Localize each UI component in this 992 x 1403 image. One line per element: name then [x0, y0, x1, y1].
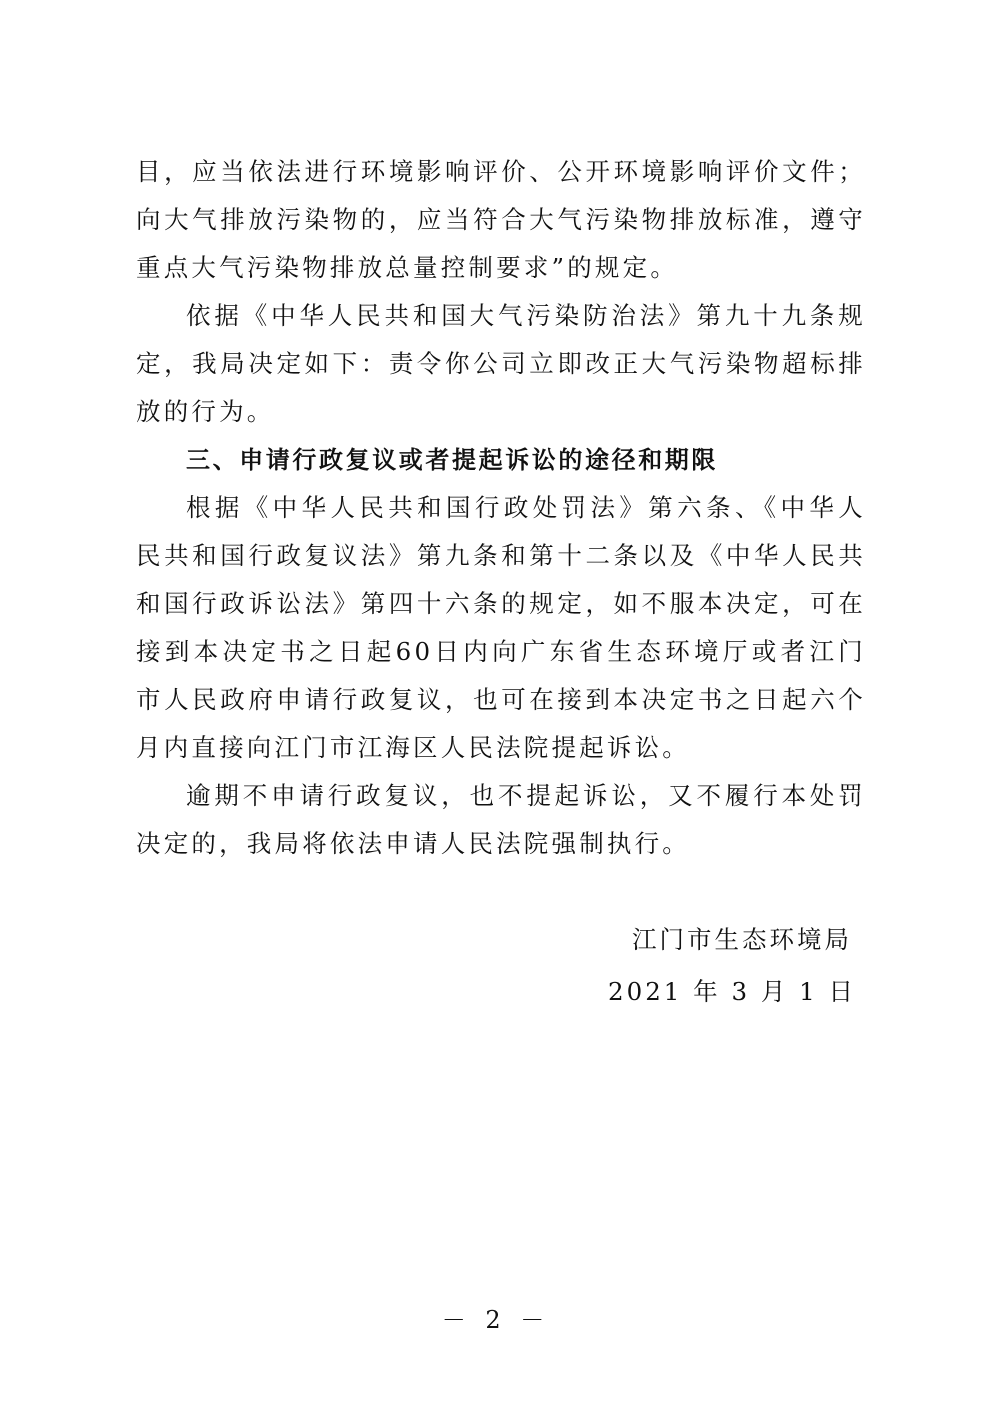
page-number: － 2 －	[441, 1306, 551, 1334]
signature-block	[608, 914, 856, 1018]
document-body	[136, 148, 866, 868]
section-heading-appeal: 三、申请行政复议或者提起诉讼的途径和期限	[186, 446, 718, 474]
paragraph-decision: 依据《中华人民共和国大气污染防治法》第九十九条规定，我局决定如下：责令你公司立即改正大气污染物超标排放的行为。	[136, 301, 866, 426]
issue-date: 2021 年 3 月 1 日	[608, 977, 856, 1006]
issuing-organization: 江门市生态环境局	[632, 925, 852, 954]
paragraph-continuation: 目，应当依法进行环境影响评价、公开环境影响评价文件；向大气排放污染物的，应当符合大气污染物排放标准，遵守重点大气污染物排放总量控制要求”的规定。	[136, 157, 866, 282]
paragraph-enforcement: 逾期不申请行政复议，也不提起诉讼，又不履行本处罚决定的，我局将依法申请人民法院强制执行。	[136, 781, 866, 858]
paragraph-appeal-rights: 根据《中华人民共和国行政处罚法》第六条、《中华人民共和国行政复议法》第九条和第十二条以及《中华人民共和国行政诉讼法》第四十六条的规定，如不服本决定，可在接到本决定书之日起60日内向广东省生态环境厅或者江门市人民政府申请行政复议，也可在接到本决定书之日起六个月内直接向江门市江海区人民法院提起诉讼。	[136, 493, 866, 762]
